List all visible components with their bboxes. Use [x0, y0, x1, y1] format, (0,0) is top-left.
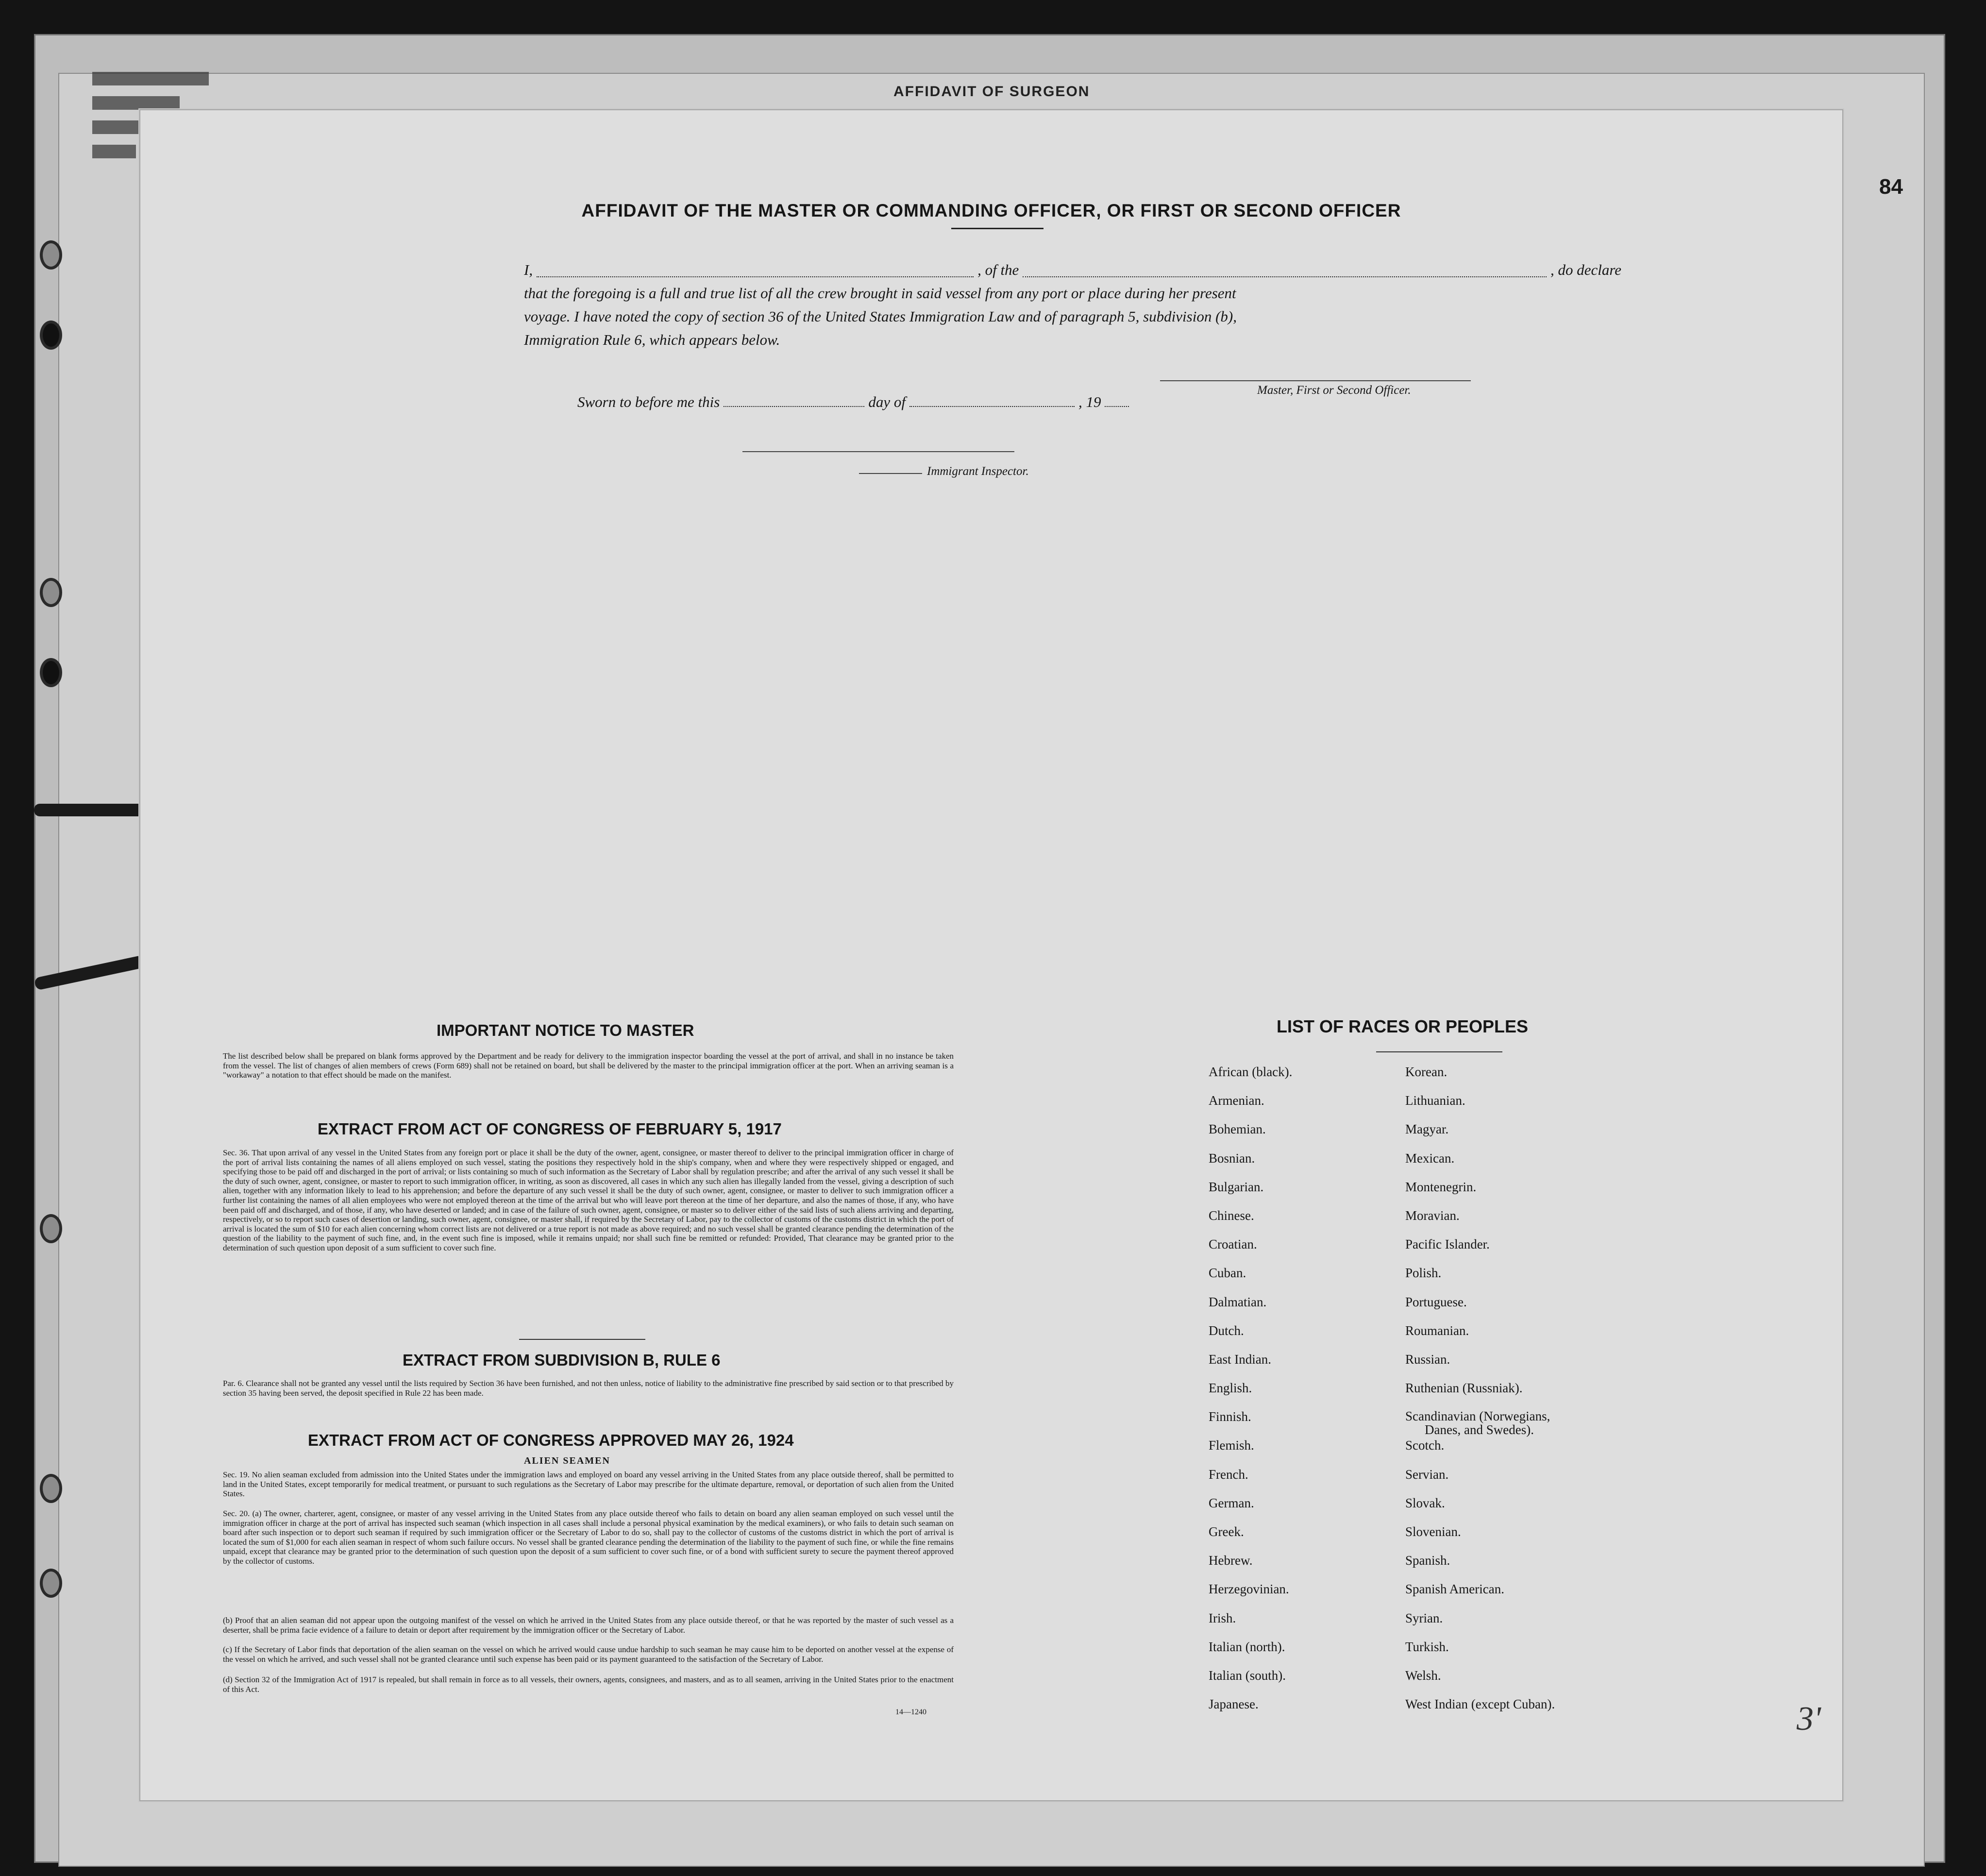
- master-signature-label: Master, First or Second Officer.: [1257, 384, 1411, 397]
- race-item: Japanese.: [1209, 1697, 1259, 1712]
- affidavit-title: AFFIDAVIT OF THE MASTER OR COMMANDING OFFICER, OR FIRST OR SECOND OFFICER: [581, 201, 1401, 220]
- race-item: Roumanian.: [1405, 1323, 1469, 1338]
- inspector-label: Immigrant Inspector.: [927, 465, 1029, 478]
- race-item: Hebrew.: [1209, 1553, 1253, 1568]
- binder-hole-icon: [40, 1569, 62, 1598]
- sworn-day-label: day of: [868, 393, 906, 410]
- race-item: English.: [1209, 1381, 1252, 1396]
- inspector-short-line: [859, 473, 922, 474]
- declaration-i: I,: [524, 261, 533, 278]
- sec-20c-text: (c) If the Secretary of Labor finds that deportation of the alien seaman on the vessel on which he arrived would cause undue hardship to such seaman he may cause him to be deported on another vessel at the expense of the vessel on which he arrived, and such vessel shall not be granted clearance until such expense has been paid or its payment guaranteed to the satisfaction of the Secretary of Labor.: [223, 1645, 954, 1664]
- race-item: Armenian.: [1209, 1093, 1264, 1108]
- declaration-line-4: Immigration Rule 6, which appears below.: [524, 331, 780, 348]
- race-item: Italian (south).: [1209, 1668, 1286, 1683]
- race-item: Ruthenian (Russniak).: [1405, 1381, 1523, 1396]
- race-item: Irish.: [1209, 1610, 1236, 1625]
- extract-1917-text: Sec. 36. That upon arrival of any vessel in the United States from any foreign port or place it shall be the duty of the owner, agent, consignee, or master thereof to deliver to the principal immigration officer in charge of the port of arrival lists containing the names of all aliens employed on such vessel, stating the positions they respectively hold in the ship's company, when and where they were respectively shipped or engaged, and specifying those to be paid off and discharged in the port of arrival; or lists containing so much of such information as the Secretary of Labor shall by regulation prescribe; and after the arrival of any such vessel it shall be the duty of such owner, agent, consignee, or master to report to such immigration officer, in writing, as soon as discovered, all cases in which any such alien has illegally landed from the vessel, giving a description of such alien, together with any information likely to lead to his apprehension; and before the departure of any such vessel it shall be the duty of such owner, agent, consignee, or master to deliver to such immigration officer a further list containing the names of all alien employees who were not employed thereon at the time of the arrival but who will leave port thereon at the time of her departure, and also the names of those, if any, who have been paid off and discharged, and of those, if any, who have deserted or landed; and in case of the failure of such owner, agent, consignee, or master so to deliver either of the said lists of such aliens arriving and departing, respectively, or so to report such cases of desertion or landing, such owner, agent, consignee, or master shall, if required by the Secretary of Labor, pay to the collector of customs of the customs district in which the port of arrival is located the sum of $10 for each alien concerning whom correct lists are not delivered or a true report is not made as above required; and no such vessel shall be granted clearance pending the determination of the question of the liability to the payment of such fine, and, in the event such fine is imposed, while it remains unpaid; nor shall such fine be remitted or refunded: Provided, That clearance may be granted prior to the determination of such question upon deposit of a sum sufficient to cover such fine.: [223, 1148, 954, 1252]
- race-item: Moravian.: [1405, 1208, 1460, 1223]
- race-item: Montenegrin.: [1405, 1179, 1477, 1194]
- declaration-text: [524, 258, 1621, 352]
- sworn-date-blank: [724, 406, 864, 407]
- divider: [951, 228, 1043, 229]
- race-item: Servian.: [1405, 1467, 1449, 1482]
- binder-hole-icon: [40, 1214, 62, 1243]
- inspector-signature-line: [742, 451, 1014, 452]
- race-item: Magyar.: [1405, 1122, 1449, 1137]
- race-item: West Indian (except Cuban).: [1405, 1697, 1555, 1712]
- notice-heading: IMPORTANT NOTICE TO MASTER: [437, 1021, 694, 1039]
- race-item: French.: [1209, 1467, 1248, 1482]
- race-item: Greek.: [1209, 1524, 1244, 1539]
- sworn-year-blank: [1105, 406, 1129, 407]
- race-item: Spanish.: [1405, 1553, 1450, 1568]
- race-item: Croatian.: [1209, 1237, 1257, 1252]
- binder-hole-icon: [40, 658, 62, 687]
- sec-20b-text: (b) Proof that an alien seaman did not appear upon the outgoing manifest of the vessel on which he arrived in the United States from any place outside thereof, or that he was reported by the master of such vessel as a deserter, shall be prima facie evidence of a failure to detain or deport after requirement by the immigration officer or the Secretary of Labor.: [223, 1616, 954, 1635]
- race-item: Bulgarian.: [1209, 1179, 1264, 1194]
- races-column-2: [1405, 1065, 1555, 1725]
- notice-text: The list described below shall be prepared on blank forms approved by the Department and be ready for delivery to the immigration inspector boarding the vessel at the port of arrival, and shall in no instance be taken from the vessel. The list of changes of alien members of crews (Form 689) shall not be retained on board, but shall be delivered by the master to the principal immigration officer at the port. When an arriving seaman is a "workaway" a notation to that effect should be made on the manifest.: [223, 1051, 954, 1080]
- race-item: Mexican.: [1405, 1150, 1455, 1166]
- back-sheet-header: AFFIDAVIT OF SURGEON: [893, 84, 1090, 100]
- race-item: Cuban.: [1209, 1266, 1246, 1281]
- page-number: 84: [1879, 175, 1903, 199]
- race-item: Welsh.: [1405, 1668, 1441, 1683]
- sworn-line: [577, 393, 1133, 411]
- binder-hole-icon: [40, 1474, 62, 1503]
- declaration-line-2: that the foregoing is a full and true list of all the crew brought in said vessel from any port or place during her present: [524, 285, 1236, 302]
- race-item: African (black).: [1209, 1065, 1293, 1079]
- sec-20d-text: (d) Section 32 of the Immigration Act of 1917 is repealed, but shall remain in force as to all vessels, their owners, agents, consignees, and masters, and as to all seamen, arriving in the United States prior to the enactment of this Act.: [223, 1675, 954, 1694]
- race-item: Pacific Islander.: [1405, 1237, 1490, 1252]
- race-item: Russian.: [1405, 1352, 1450, 1367]
- race-item: Slovak.: [1405, 1495, 1445, 1510]
- declaration-line-3: voyage. I have noted the copy of section 36 of the United States Immigration Law and of paragraph 5, subdivision (b),: [524, 308, 1237, 325]
- affidavit-form-sheet: [139, 109, 1843, 1801]
- master-signature-line: [1160, 380, 1471, 381]
- vessel-blank: [1023, 276, 1547, 277]
- alien-seamen-subheading: ALIEN SEAMEN: [524, 1455, 610, 1466]
- race-item: Dalmatian.: [1209, 1294, 1267, 1309]
- race-item: German.: [1209, 1495, 1254, 1510]
- race-item: Bosnian.: [1209, 1150, 1255, 1166]
- races-column-1: [1209, 1065, 1292, 1725]
- race-item: Slovenian.: [1405, 1524, 1461, 1539]
- race-item: Bohemian.: [1209, 1122, 1266, 1137]
- race-item: Italian (north).: [1209, 1639, 1285, 1654]
- binder-hole-icon: [40, 321, 62, 350]
- handwritten-mark: 3': [1797, 1700, 1821, 1738]
- race-item: Spanish American.: [1405, 1582, 1504, 1597]
- subdivision-text: Par. 6. Clearance shall not be granted any vessel until the lists required by Section 36 have been furnished, and not then unless, notice of liability to the administrative fine prescribed by said section or to that prescribed by section 35 having been served, the deposit specified in Rule 22 has been made.: [223, 1379, 954, 1398]
- race-item-continuation: Danes, and Swedes).: [1425, 1422, 1534, 1437]
- divider: [1376, 1051, 1502, 1052]
- subdivision-heading: EXTRACT FROM SUBDIVISION B, RULE 6: [403, 1351, 721, 1369]
- sworn-month-blank: [909, 406, 1075, 407]
- binder-strap: [34, 804, 146, 816]
- race-item: East Indian.: [1209, 1352, 1271, 1367]
- race-item: Polish.: [1405, 1266, 1442, 1281]
- sworn-label: Sworn to before me this: [577, 393, 720, 410]
- race-item: Lithuanian.: [1405, 1093, 1465, 1108]
- race-item: Flemish.: [1209, 1438, 1254, 1453]
- race-item: Scandinavian (Norwegians, Danes, and Swedes).: [1405, 1409, 1555, 1438]
- sec-20a-text: Sec. 20. (a) The owner, charterer, agent, consignee, or master of any vessel arriving in the United States from any place outside thereof who fails to detain on board any alien seaman employed on such vessel until the immigration officer in charge at the port of arrival has inspected such seaman (which inspection in all cases shall include a personal physical examination by the medical examiners), or who fails to detain such seaman on board after such inspection or to deport such seaman if required by such immigration officer or the Secretary of Labor to do so, shall pay to the collector of customs of the customs district in which the port of arrival is located the sum of $1,000 for each alien seaman in respect of whom such failure occurs. No vessel shall be granted clearance pending the determination of the liability to the payment of such fine, or while the fine remains unpaid, except that clearance may be granted prior to the determination of such question upon the deposit of a sum sufficient to cover such fine, or of a bond with sufficient surety to secure the payment thereof approved by the collector of customs.: [223, 1509, 954, 1566]
- race-item: Portuguese.: [1405, 1294, 1467, 1309]
- declaration-of-the: , of the: [977, 261, 1019, 278]
- race-item: Korean.: [1405, 1065, 1447, 1079]
- race-item: Scotch.: [1405, 1438, 1445, 1453]
- race-item: Syrian.: [1405, 1610, 1443, 1625]
- race-item: Herzegovinian.: [1209, 1582, 1289, 1597]
- form-number: 14—1240: [895, 1708, 926, 1716]
- binder-hole-icon: [40, 240, 62, 270]
- race-item: Chinese.: [1209, 1208, 1254, 1223]
- divider: [519, 1339, 645, 1340]
- race-item: Finnish.: [1209, 1409, 1251, 1424]
- sworn-year-label: , 19: [1078, 393, 1101, 410]
- race-item: Dutch.: [1209, 1323, 1244, 1338]
- name-blank: [537, 276, 974, 277]
- extract-1924-heading: EXTRACT FROM ACT OF CONGRESS APPROVED MAY 26, 1924: [308, 1431, 794, 1449]
- declaration-do-declare: , do declare: [1550, 261, 1621, 278]
- race-item: Turkish.: [1405, 1639, 1449, 1654]
- extract-1917-heading: EXTRACT FROM ACT OF CONGRESS OF FEBRUARY 5, 1917: [318, 1120, 782, 1138]
- binder-hole-icon: [40, 578, 62, 607]
- sec-19-text: Sec. 19. No alien seaman excluded from admission into the United States under the immigration laws and employed on board any vessel arriving in the United States from any place outside thereof, shall be permitted to land in the United States, except temporarily for medical treatment, or pursuant to such regulations as the Secretary of Labor may prescribe for the ultimate departure, removal, or deportation of such alien from the United States.: [223, 1470, 954, 1499]
- races-heading: LIST OF RACES OR PEOPLES: [1277, 1016, 1529, 1036]
